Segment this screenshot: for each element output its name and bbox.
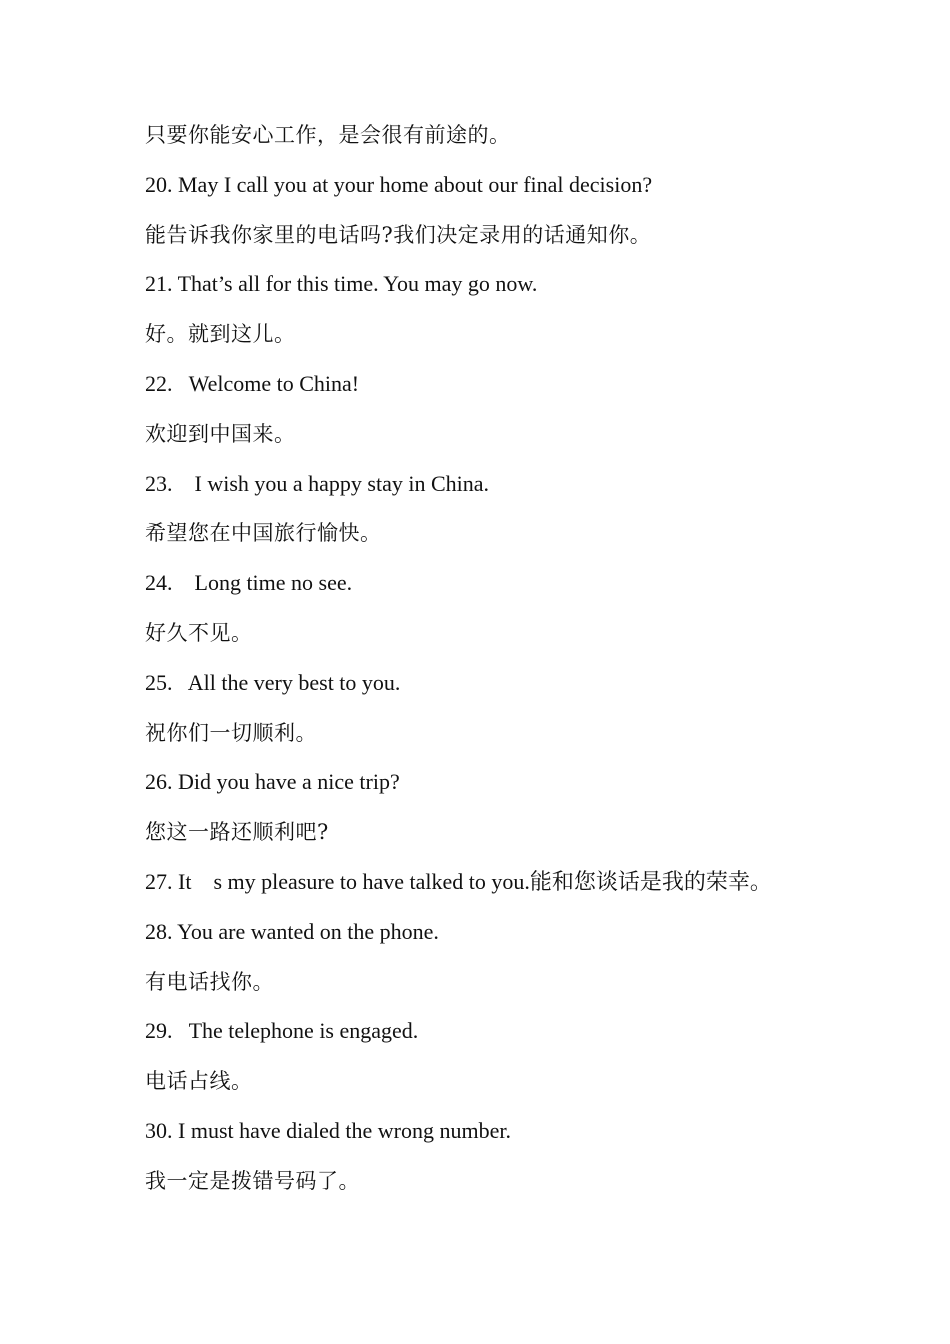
- text-line: 欢迎到中国来。: [145, 421, 296, 446]
- text-line: 希望您在中国旅行愉快。: [145, 521, 382, 546]
- text-line: 能告诉我你家里的电话吗?我们决定录用的话通知你。: [145, 222, 652, 247]
- text-line: 好。就到这儿。: [145, 322, 296, 347]
- text-line: 好久不见。: [145, 620, 253, 645]
- text-line: 电话占线。: [145, 1069, 253, 1094]
- text-line: 29. The telephone is engaged.: [145, 1018, 419, 1044]
- text-line: 24. Long time no see.: [145, 570, 353, 596]
- text-line: 26. Did you have a nice trip?: [145, 769, 400, 795]
- text-line: 30. I must have dialed the wrong number.: [145, 1117, 511, 1143]
- text-line: 28. You are wanted on the phone.: [145, 918, 439, 944]
- text-line: 20. May I call you at your home about our final decision?: [145, 171, 653, 197]
- text-line: 有电话找你。: [145, 969, 274, 994]
- text-line: 27. It s my pleasure to have talked to you.能和您谈话是我的荣幸。: [145, 868, 772, 894]
- text-line: 23. I wish you a happy stay in China.: [145, 470, 490, 496]
- text-line: 您这一路还顺利吧?: [145, 820, 329, 845]
- text-line: 25. All the very best to you.: [145, 669, 401, 695]
- text-line: 22. Welcome to China!: [145, 370, 360, 396]
- text-line: 只要你能安心工作，是会很有前途的。: [145, 123, 511, 147]
- text-line: 祝你们一切顺利。: [145, 720, 317, 745]
- text-line: 21. That’s all for this time. You may go now.: [145, 271, 538, 297]
- phrase-list: [145, 118, 925, 1214]
- text-line: 我一定是拨错号码了。: [145, 1168, 360, 1193]
